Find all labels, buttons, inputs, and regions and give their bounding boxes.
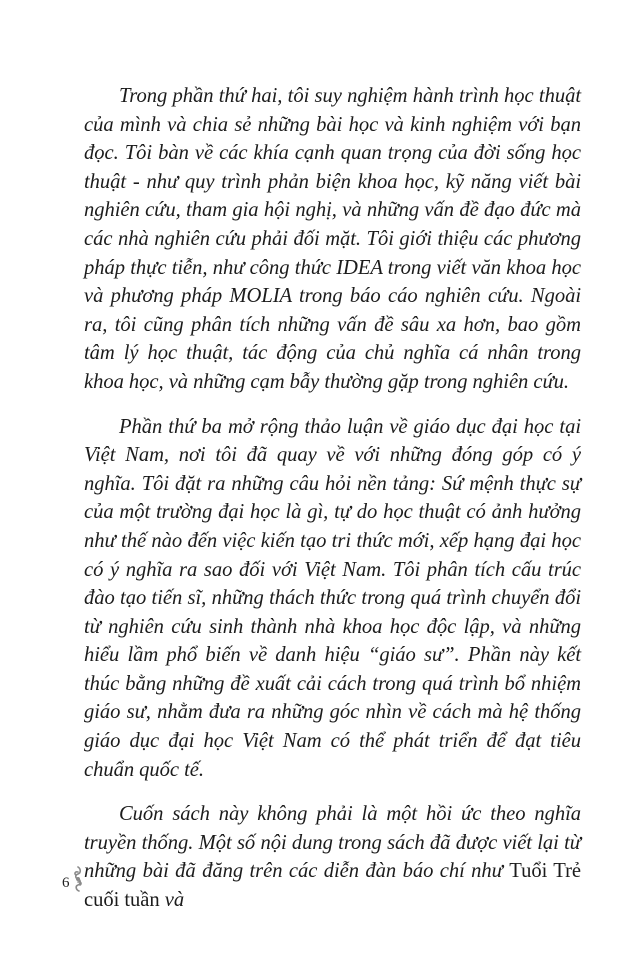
paragraph-book-nature (84, 800, 581, 914)
paragraph-text-italic: Cuốn sách này không phải là một hồi ức theo nghĩa truyền thống. Một số nội dung trong sách đã được viết lại từ những bài đã đăng trên các diễn đàn báo chí như (84, 803, 581, 883)
newspaper-name: Tuổi Trẻ cuối tuần (84, 860, 581, 912)
page-number: 6 (62, 875, 70, 891)
body-text (84, 82, 581, 915)
paragraph-part-three: Phần thứ ba mở rộng thảo luận về giáo dục đại học tại Việt Nam, nơi tôi đã quay về với những đóng góp có ý nghĩa. Tôi đặt ra những câu hỏi nền tảng: Sứ mệnh thực sự của một trường đại học là gì, tự do học thuật có ảnh hưởng như thế nào đến việc kiến tạo tri thức mới, xếp hạng đại học có ý nghĩa ra sao đối với Việt Nam. Tôi phân tích cấu trúc đào tạo tiến sĩ, những thách thức trong quá trình chuyển đổi từ nghiên cứu sinh thành nhà khoa học độc lập, và những hiểu lầm phổ biến về danh hiệu “giáo sư”. Phần này kết thúc bằng những đề xuất cải cách trong quá trình bổ nhiệm giáo sư, nhằm đưa ra những góc nhìn về cách mà hệ thống giáo dục đại học Việt Nam có thể phát triển để đạt tiêu chuẩn quốc tế. (84, 415, 581, 781)
paragraph-text-tail: và (159, 889, 185, 912)
fleuron-ornament-icon (72, 866, 84, 892)
page-footer (62, 866, 84, 892)
paragraph-part-two: Trong phần thứ hai, tôi suy nghiệm hành trình học thuật của mình và chia sẻ những bài học và kinh nghiệm với bạn đọc. Tôi bàn về các khía cạnh quan trọng của đời sống học thuật - như quy trình phản biện khoa học, kỹ năng viết bài nghiên cứu, tham gia hội nghị, và những vấn đề đạo đức mà các nhà nghiên cứu phải đối mặt. Tôi giới thiệu các phương pháp thực tiễn, như công thức IDEA trong viết văn khoa học và phương pháp MOLIA trong báo cáo nghiên cứu. Ngoài ra, tôi cũng phân tích những vấn đề sâu xa hơn, bao gồm tâm lý học thuật, tác động của chủ nghĩa cá nhân trong khoa học, và những cạm bẫy thường gặp trong nghiên cứu. (84, 85, 581, 393)
